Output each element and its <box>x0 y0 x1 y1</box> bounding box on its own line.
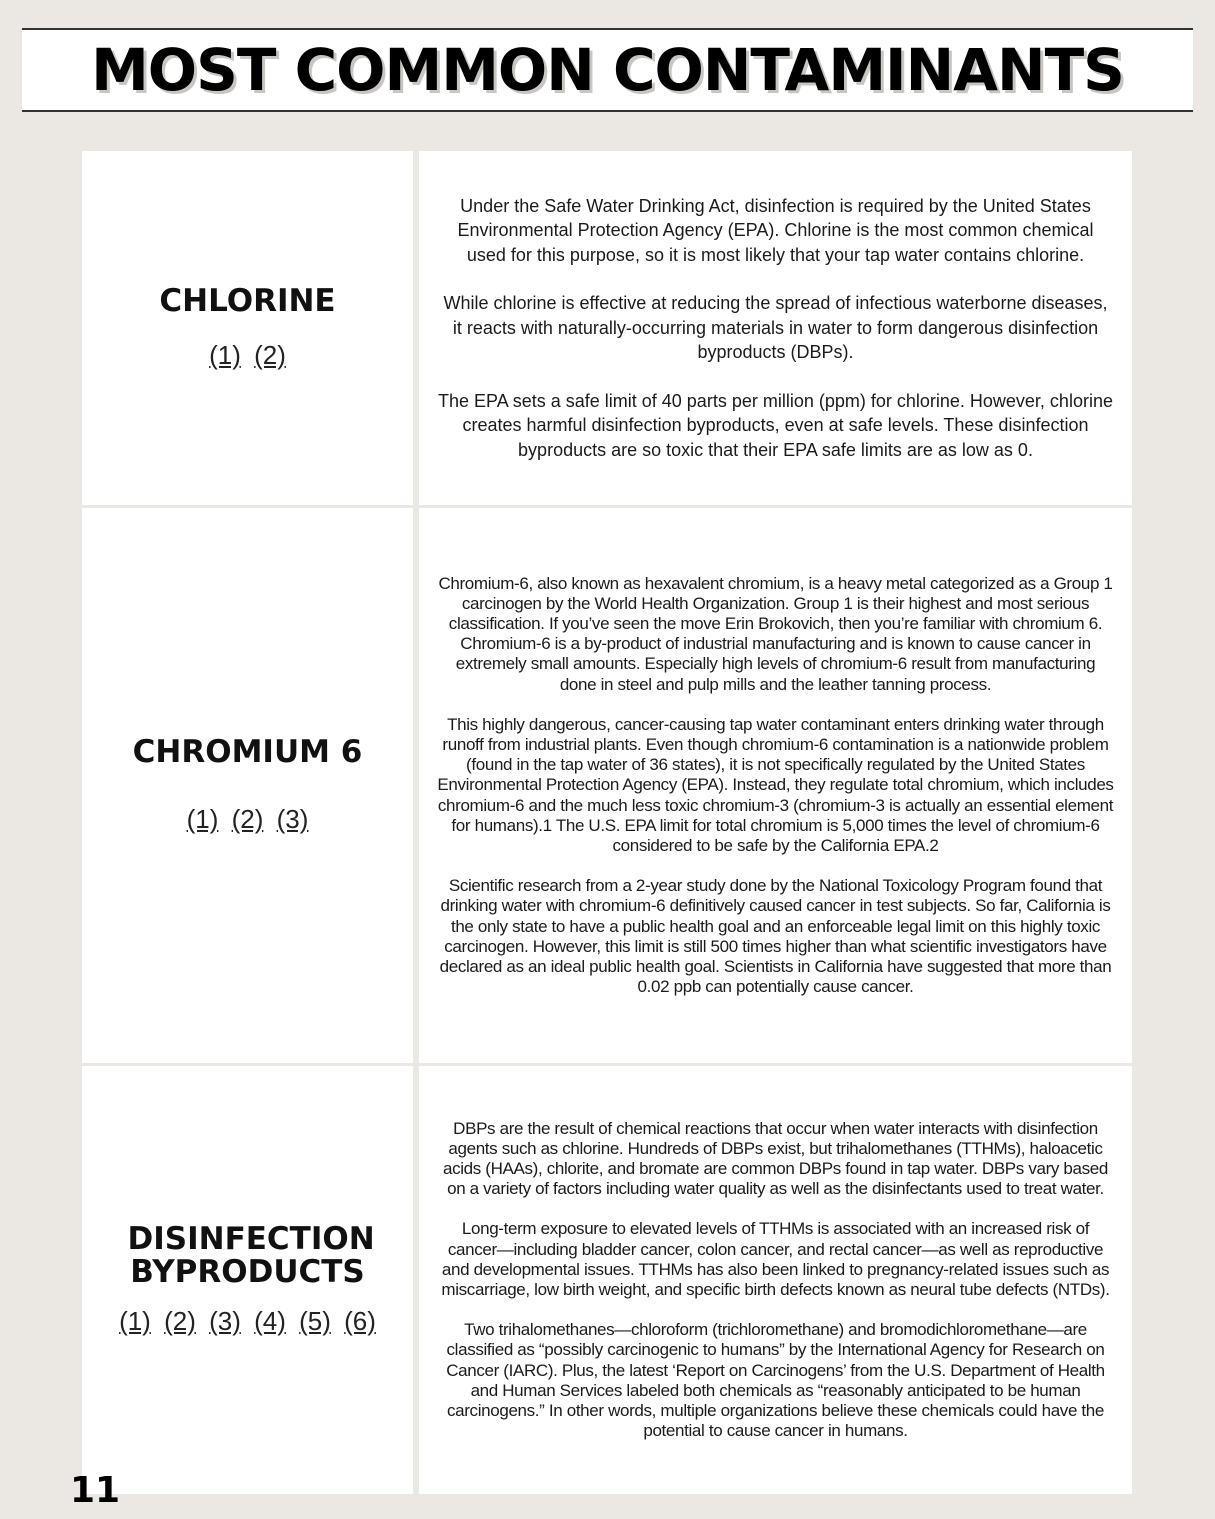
contaminant-name: DISINFECTION BYPRODUCTS <box>127 1220 375 1290</box>
reference-link[interactable]: (1) <box>186 804 219 835</box>
contaminant-name-cell <box>82 151 413 505</box>
contaminant-row-disinfection-byproducts <box>82 1063 1132 1494</box>
reference-link[interactable]: (6) <box>344 1306 376 1337</box>
contaminant-name: CHROMIUM 6 <box>132 733 363 770</box>
description-paragraph: Two trihalomethanes—chloroform (trichloromethane) and bromodichloromethane—are classified as “possibly carcinogenic to humans” by the International Agency for Research on Cancer (IARC). Plus, the latest ‘Report on Carcinogens’ from the U.S. Department of Health and Human Services labeled both chemicals as “reasonably anticipated to be human carcinogens.” In other words, multiple organizations believe these chemicals could have the potential to cause cancer in humans. <box>446 1320 1105 1441</box>
contaminant-description <box>419 151 1132 505</box>
contaminant-name-cell <box>82 508 413 1063</box>
reference-links <box>206 340 289 371</box>
reference-link[interactable]: (1) <box>119 1306 151 1337</box>
description-paragraph: While chlorine is effective at reducing the spread of infectious waterborne diseases, it reacts with naturally-occurring materials in water to form dangerous disinfection byproducts (DBPs). <box>443 293 1108 363</box>
contaminant-name: CHLORINE <box>159 283 336 320</box>
reference-link[interactable]: (3) <box>276 804 309 835</box>
reference-link[interactable]: (1) <box>209 339 241 370</box>
description-paragraph: Under the Safe Water Drinking Act, disinfection is required by the United States Environmental Protection Agency (EPA). Chlorine is the most common chemical used for this purpose, so it is most likely that your tap water contains chlorine. <box>457 195 1094 265</box>
description-paragraph: DBPs are the result of chemical reactions that occur when water interacts with disinfection agents such as chlorine. Hundreds of DBPs exist, but trihalomethanes (TTHMs), haloacetic acids (HAAs), chlorite, and bromate are common DBPs found in tap water. DBPs vary based on a variety of factors including water quality as well as the disinfectants used to treat water. <box>443 1118 1108 1199</box>
contaminants-table <box>82 151 1132 1494</box>
description-paragraph: Long-term exposure to elevated levels of TTHMs is associated with an increased risk of cancer—including bladder cancer, colon cancer, and rectal cancer—as well as reproductive and developmental issues. TTHMs has also been linked to pregnancy-related issues such as miscarriage, low birth weight, and specific birth defects known as neural tube defects (NTDs). <box>441 1219 1110 1299</box>
description-paragraph: Scientific research from a 2-year study done by the National Toxicology Program found that drinking water with chromium-6 definitively caused cancer in test subjects. So far, California is the only state to have a public health goal and an enforceable legal limit on this highly toxic carcinogen. However, this limit is still 500 times higher than what scientific investigators have declared as an ideal public health goal. Scientists in California have suggested that more than 0.02 ppb can potentially cause cancer. <box>439 876 1112 997</box>
description-paragraph: The EPA sets a safe limit of 40 parts per million (ppm) for chlorine. However, chlorine creates harmful disinfection byproducts, even at safe levels. These disinfection byproducts are so toxic that their EPA safe limits are as low as 0. <box>438 390 1113 460</box>
contaminant-name-cell <box>82 1066 413 1494</box>
contaminant-row-chlorine <box>82 151 1132 505</box>
description-paragraph: This highly dangerous, cancer-causing tap water contaminant enters drinking water through runoff from industrial plants. Even though chromium-6 contamination is a nationwide problem (found in the tap water of 36 states), it is not specifically regulated by the United States Environmental Protection Agency (EPA). Instead, they regulate total chromium, which includes chromium-6 and the much less toxic chromium-3 (chromium-3 is actually an essential element for humans).1 The U.S. EPA limit for total chromium is 5,000 times the level of chromium-6 considered to be safe by the California EPA.2 <box>437 714 1114 855</box>
contaminant-row-chromium-6 <box>82 505 1132 1063</box>
reference-link[interactable]: (2) <box>254 339 286 370</box>
contaminant-description <box>419 508 1132 1063</box>
page-title: MOST COMMON CONTAMINANTS <box>91 36 1124 104</box>
reference-link[interactable]: (5) <box>299 1306 331 1337</box>
reference-link[interactable]: (4) <box>254 1306 286 1337</box>
title-banner <box>22 28 1193 112</box>
reference-link[interactable]: (3) <box>209 1306 241 1337</box>
contaminant-description <box>419 1066 1132 1494</box>
page-number: 11 <box>70 1470 121 1511</box>
reference-link[interactable]: (2) <box>231 804 264 835</box>
reference-links <box>116 1306 379 1337</box>
reference-link[interactable]: (2) <box>164 1306 196 1337</box>
reference-links <box>184 804 312 835</box>
description-paragraph: Chromium-6, also known as hexavalent chromium, is a heavy metal categorized as a Group 1 carcinogen by the World Health Organization. Group 1 is their highest and most serious classification. If you’ve seen the move Erin Brokovich, then you’re familiar with chromium 6. Chromium-6 is a by-product of industrial manufacturing and is known to cause cancer in extremely small amounts. Especially high levels of chromium-6 result from manufacturing done in steel and pulp mills and the leather tanning process. <box>438 573 1113 694</box>
